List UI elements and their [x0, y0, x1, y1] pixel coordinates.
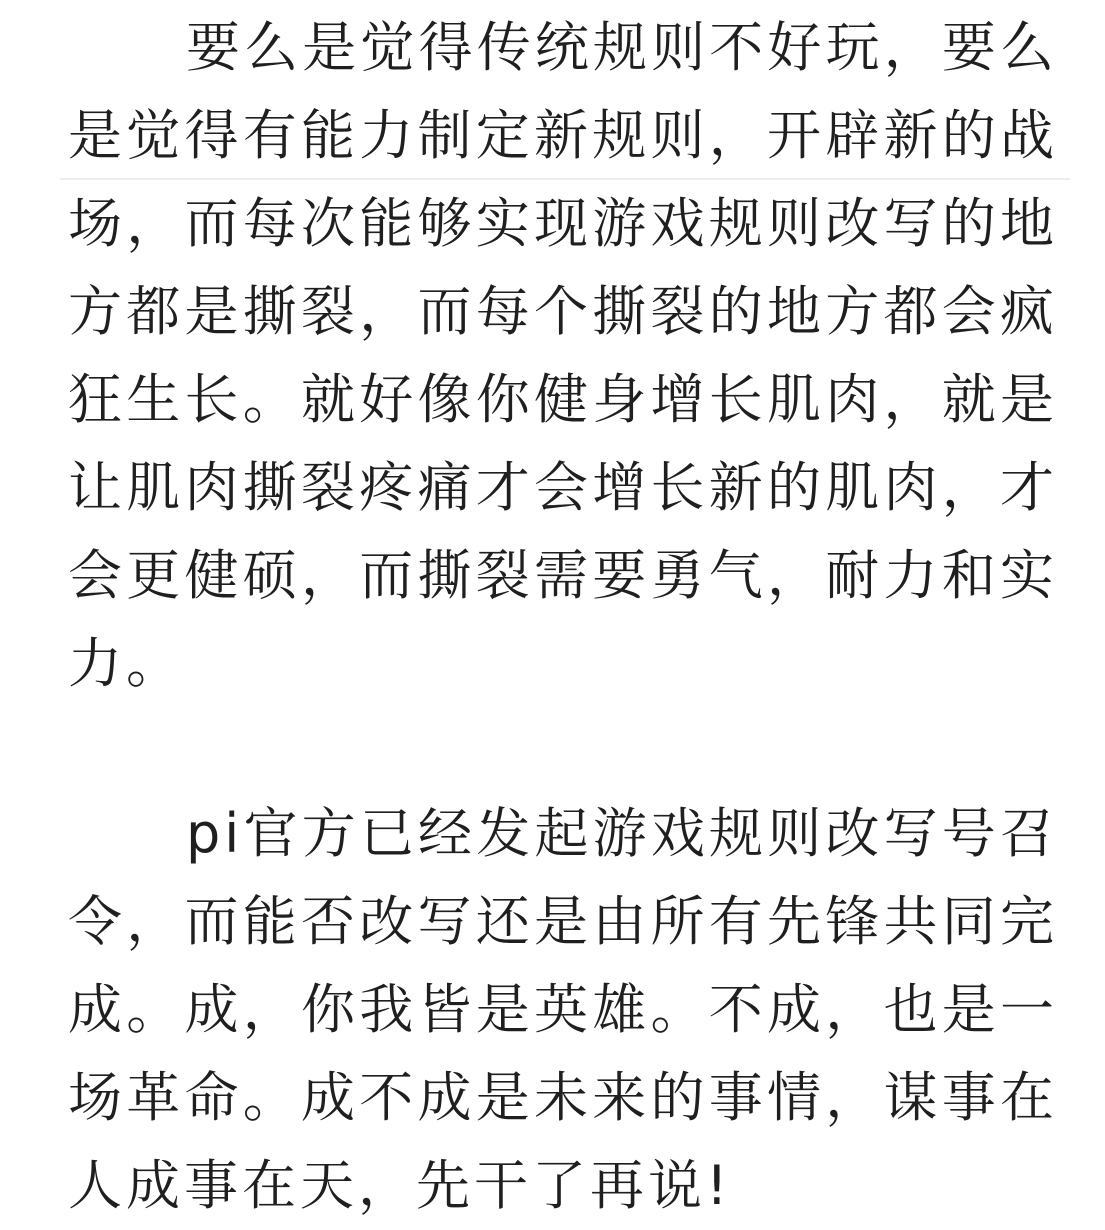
paragraph-2: pi官方已经发起游戏规则改写号召令，而能否改写还是由所有先锋共同完成。成，你我皆是英雄。不成，也是一场革命。成不成是未来的事情，谋事在人成事在天，先干了再说! — [68, 802, 1058, 1217]
paragraph-1: 要么是觉得传统规则不好玩，要么是觉得有能力制定新规则，开辟新的战场，而每次能够实现游戏规则改写的地方都是撕裂，而每个撕裂的地方都会疯狂生长。就好像你健身增长肌肉，就是让肌肉撕裂疼痛才会增长新的肌肉，才会更健硕，而撕裂需要勇气，耐力和实力。 — [68, 16, 1058, 695]
